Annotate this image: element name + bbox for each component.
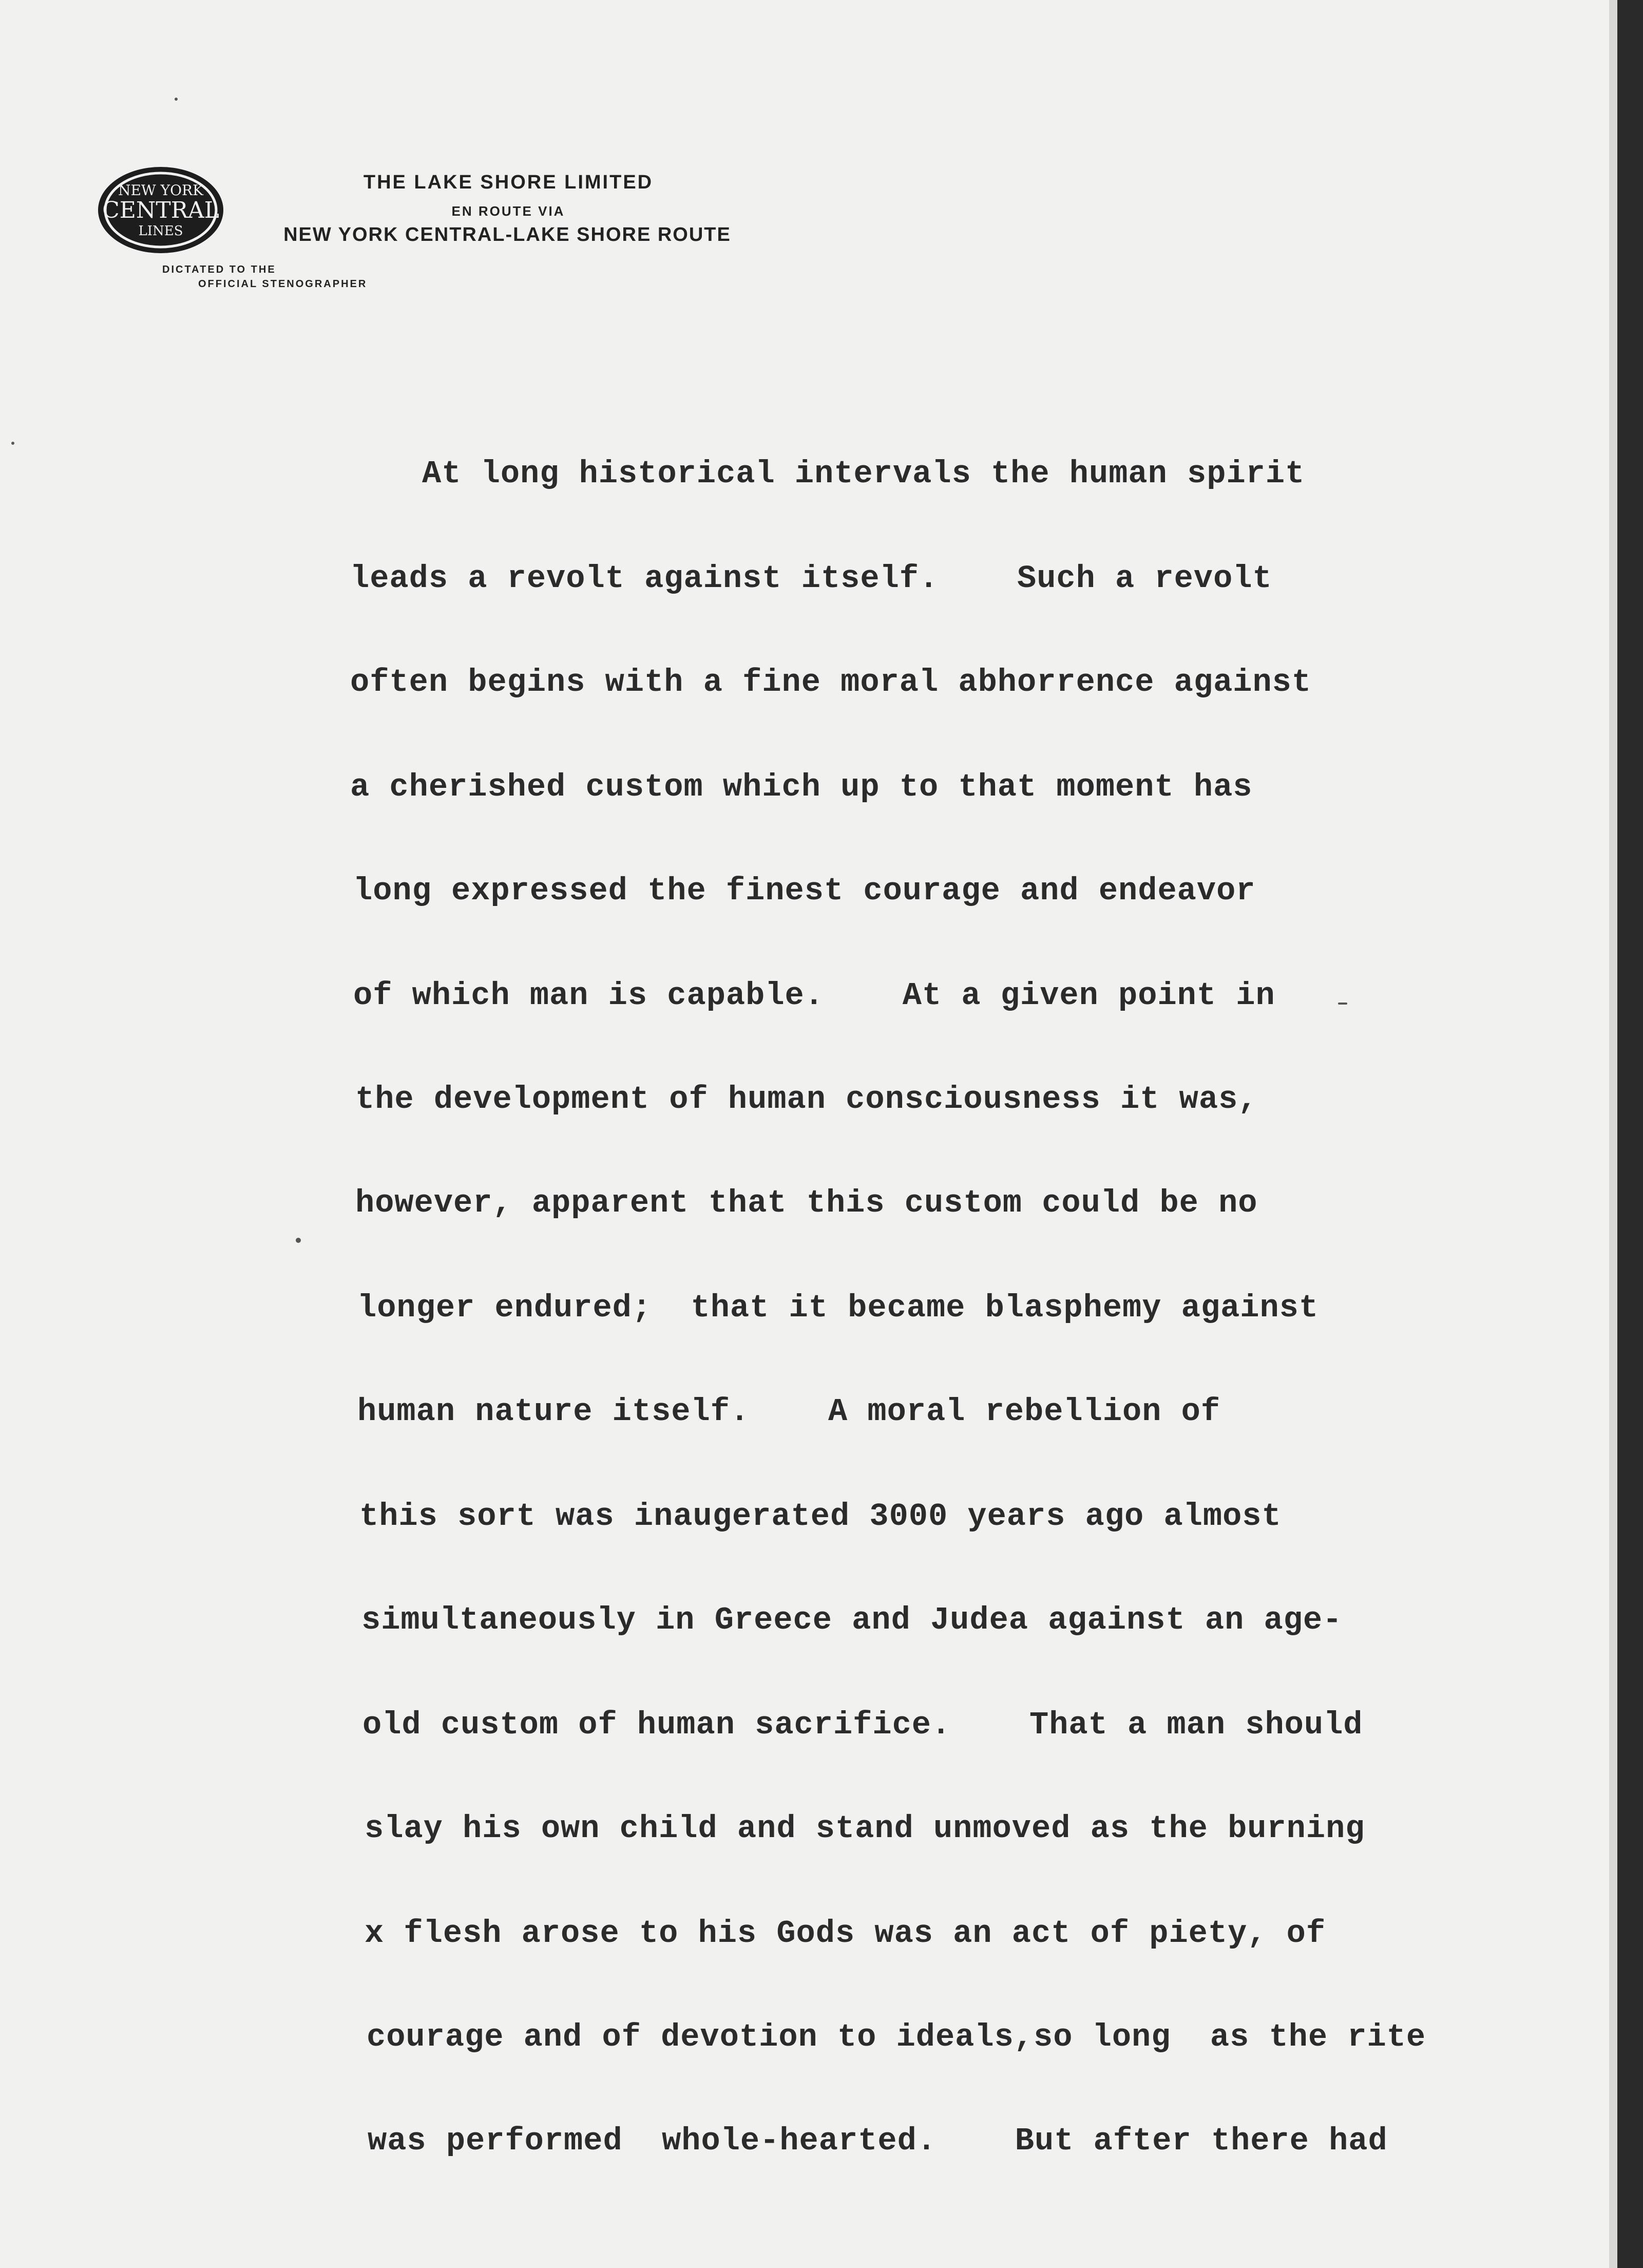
body-line: old custom of human sacrifice. That a man should [362,1707,1363,1743]
body-line: of which man is capable. At a given point in [353,977,1275,1014]
body-line: long expressed the finest courage and endeavor [353,873,1256,909]
body-line: was performed whole-hearted. But after there had [368,2123,1388,2159]
body-line: slay his own child and stand unmoved as the burning [365,1810,1365,1847]
body-line: x flesh arose to his Gods was an act of piety, of [365,1915,1326,1952]
logo-text-central: CENTRAL [102,197,219,223]
scan-speck [175,98,178,101]
body-line: longer endured; that it became blasphemy against [357,1290,1319,1326]
letterhead-train-name: THE LAKE SHORE LIMITED [363,172,654,193]
scan-speck [296,1238,301,1243]
new-york-central-lines-logo [97,165,225,255]
scan-speck [1338,1003,1347,1005]
letterhead-dictated: DICTATED TO THE [162,264,276,275]
letterhead-route: NEW YORK CENTRAL-LAKE SHORE ROUTE [283,224,731,245]
body-line: a cherished custom which up to that moment has [350,769,1253,805]
body-line: courage and of devotion to ideals,so long as the rite [367,2019,1426,2055]
body-line: however, apparent that this custom could be no [355,1185,1258,1221]
logo-text-lines: LINES [138,223,183,239]
body-line: leads a revolt against itself. Such a revolt [350,560,1272,597]
logo-text-new-york: NEW YORK [118,182,204,199]
letterhead-en-route: EN ROUTE VIA [451,203,565,219]
body-line: this sort was inaugerated 3000 years ago almost [359,1498,1282,1535]
body-line: simultaneously in Greece and Judea against an age- [361,1602,1343,1638]
body-line: often begins with a fine moral abhorrence against [350,664,1312,701]
body-line: the development of human consciousness it was, [355,1081,1258,1118]
scan-speck [11,442,14,445]
body-line: human nature itself. A moral rebellion of [357,1393,1221,1430]
body-line: At long historical intervals the human spirit [422,456,1305,492]
letterhead-stenographer: OFFICIAL STENOGRAPHER [198,278,368,290]
